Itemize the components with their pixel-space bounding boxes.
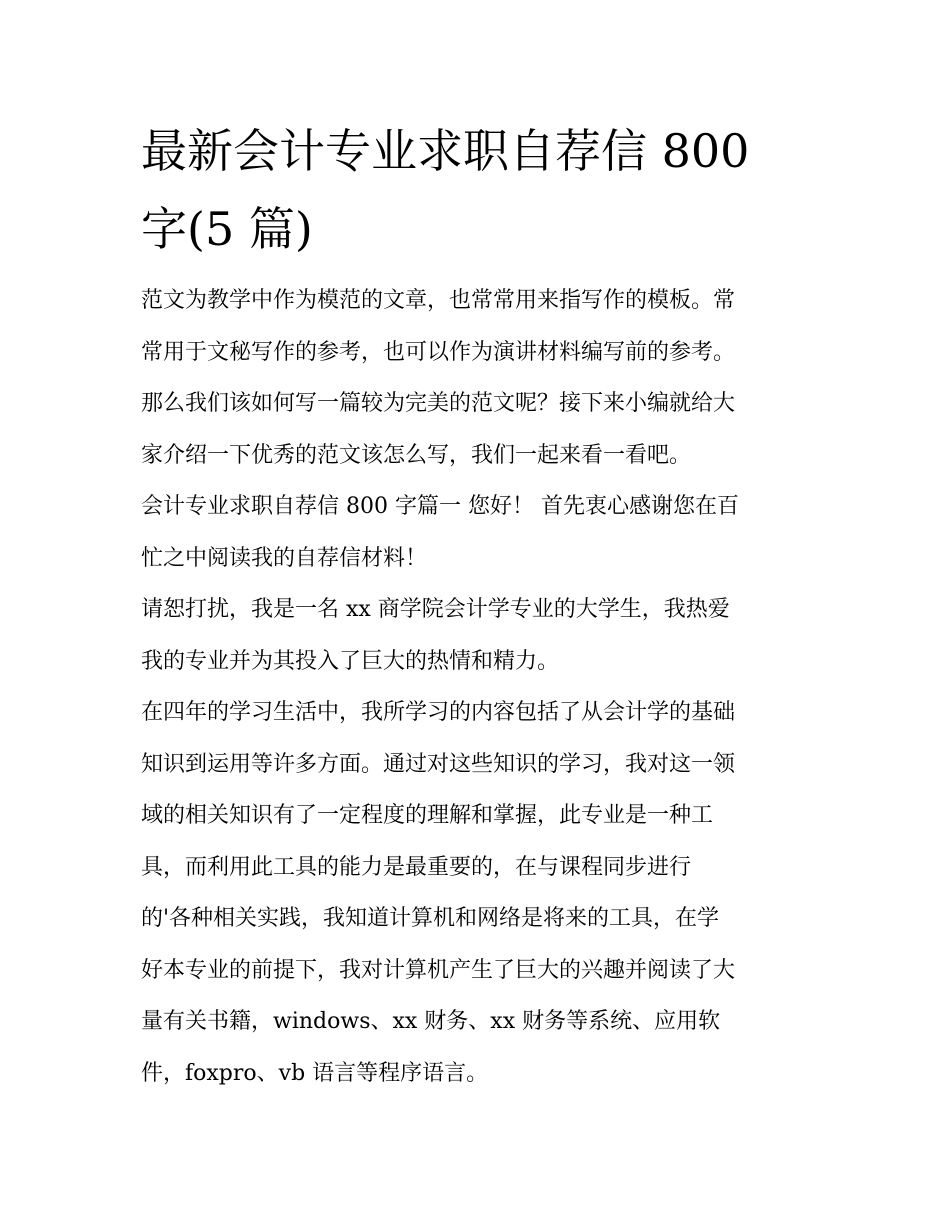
text-line: 我的专业并为其投入了巨大的热情和精力。 (141, 648, 560, 674)
document-body (141, 275, 831, 1099)
text-line: 常用于文秘写作的参考，也可以作为演讲材料编写前的参考。 (141, 339, 736, 365)
text-line: 家介绍一下优秀的范文该怎么写，我们一起来看一看吧。 (141, 442, 692, 468)
text-line: 件，foxpro、vb 语言等程序语言。 (141, 1060, 489, 1086)
document-title (141, 112, 831, 268)
paragraph-study (141, 687, 831, 1099)
text-line: 知识到运用等许多方面。通过对这些知识的学习，我对这一领 (141, 751, 736, 777)
text-line: 会计专业求职自荐信 800 字篇一 您好！ 首先衷心感谢您在百 (141, 494, 739, 519)
title-line-2: 字(5 篇) (141, 202, 313, 256)
title-line-1: 最新会计专业求职自荐信 800 (141, 124, 750, 178)
text-line: 具，而利用此工具的能力是最重要的，在与课程同步进行 (141, 854, 692, 880)
paragraph-intro (141, 275, 831, 481)
text-line: 的'各种相关实践，我知道计算机和网络是将来的工具，在学 (141, 906, 720, 931)
text-line: 那么我们该如何写一篇较为完美的范文呢？接下来小编就给大 (141, 391, 736, 416)
paragraph-greeting (141, 481, 831, 584)
text-line: 范文为教学中作为模范的文章，也常常用来指写作的模板。常 (141, 288, 736, 313)
paragraph-self-intro (141, 584, 831, 687)
text-line: 好本专业的前提下，我对计算机产生了巨大的兴趣并阅读了大 (141, 957, 736, 983)
text-line: 忙之中阅读我的自荐信材料！ (141, 545, 428, 571)
text-line: 请恕打扰，我是一名 xx 商学院会计学专业的大学生，我热爱 (141, 597, 730, 622)
text-line: 量有关书籍，windows、xx 财务、xx 财务等系统、应用软 (141, 1009, 721, 1034)
text-line: 在四年的学习生活中，我所学习的内容包括了从会计学的基础 (141, 700, 736, 725)
text-line: 域的相关知识有了一定程度的理解和掌握，此专业是一种工 (141, 803, 714, 828)
